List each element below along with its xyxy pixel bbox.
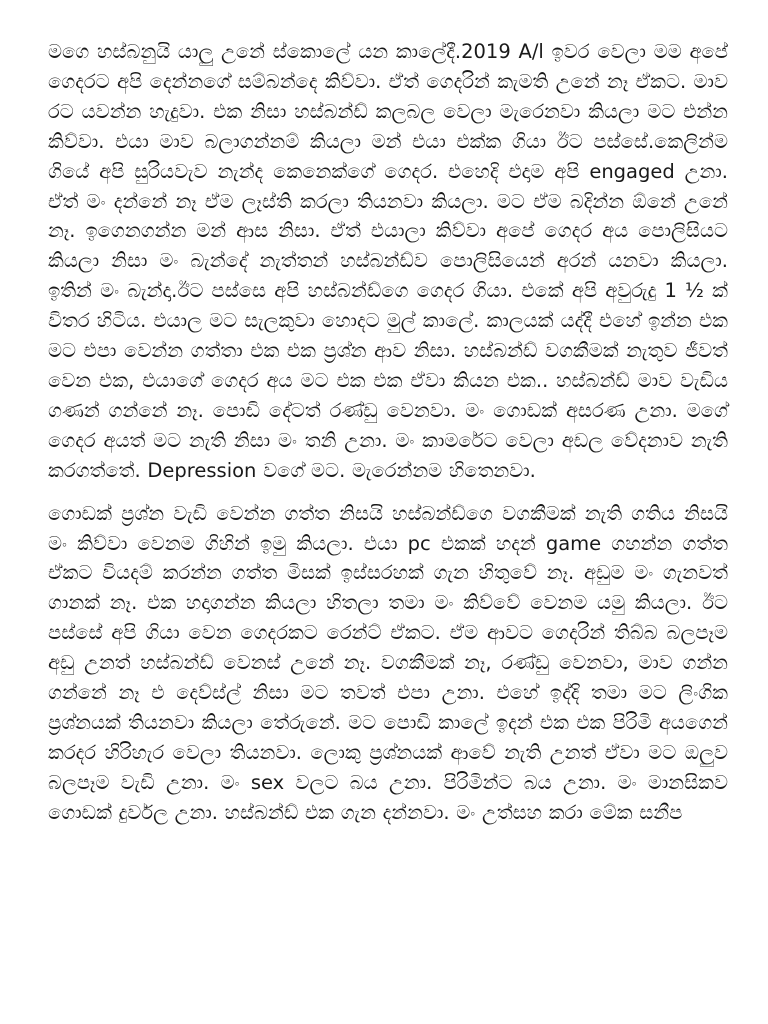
paragraph-2: ගොඩක් ප්‍රශ්න වැඩි වෙන්න ගත්ත නිසයි හස්බන්ඩ්ගෙ වගකීමක් නැති ගතිය නිසයි මං කිව්වා වෙනම ගිහින් ඉමු කියලා. එයා pc එකක් හදන් game ගහන්න ගත්ත ඒකට වියදම් කරන්න ගත්ත මිසක් ඉස්සරහක් ගැන හිතුවේ නෑ. අඩුම මං ගැනවත් ගානක් නෑ. එක හදාගන්න කියලා හිතලා තමා මං කිව්වේ වෙනම යමු කියලා. ඊට පස්සේ අපි ගියා වෙන ගෙදරකට රෙන්ට් ඒකට. ඒම ආවට ගෙදරින් තිබ්බ බලපෑම අඩු උනත් හස්බන්ඩ් වෙනස් උනේ නෑ. වගකීමක් නෑ, රණ්ඩු වෙනවා, මාව ගන්න ගන්නේ නෑ එ දෙව්ස්ල් නිසා මට තවත් එපා උනා. එහේ ඉද්දි තමා මට ලිංගික ප්‍රශ්නයක් තියනවා කියලා තේරුනේ. මට පොඩි කාලේ ඉදන් එක එක පිරිමි අයගෙන් කරදර හිරිහැර වෙලා තියනවා. ලොකු ප්‍රශ්නයක් ආවේ නැති උනත් ඒවා මට ඔලුව බලපෑම වැඩි උනා. මං sex වලට බය උනා. පිරිමින්ට බය උනා. මං මානසිකව ගොඩක් දුර්වල උනා. හස්බන්ඩ් එක ගැන දන්නවා. මං උත්සහ කරා මේක සනීප [48,501,728,824]
paragraph-1: මගෙ හස්බනුයි යාලු උනේ ස්කොලේ යන කාලේදී.2019 A/l ඉවර වෙලා මම අපේ ගෙදරට අපි දෙන්නගේ සම්බන්දෙ කිව්වා. ඒත් ගෙදරින් කැමති උනේ නෑ ඒකට. මාව රට යවන්න හැදුවා. එක නිසා හස්බන්ඩ් කලබල වෙලා මැරෙනවා කියලා මට එන්න කිව්වා. එයා මාව බලාගන්නම් කියලා මන් එයා එක්ක ගියා ඊට පස්සේ.කෙලින්ම ගියේ අපි සුරියවැව නැන්ද කෙනෙක්ගේ ගෙදර. එහෙදි එදාම අපි engaged උනා. ඒත් මං දන්නේ නෑ ඒම ලෑස්ති කරලා තියනවා කියලා. මට ඒම බදින්න ඕනේ උනේ නෑ. ඉගෙනගන්න මන් ආස නිසා. ඒත් එයාලා කිව්වා අපේ ගෙදර අය පොලිසියට කියලා නිසා මං බැන්දේ නැත්තන් හස්බන්ඩ්ව පොලිසියෙන් අරන් යනවා කියලා. ඉතින් මං බැන්දා.ඊට පස්සෙ අපි හස්බන්ඩ්ගෙ ගෙදර ගියා. එකේ අපි අවුරුදු 1 ½ ක් විතර හිටිය. එයාල මට සැලකුවා හොදට මුල් කාලේ. කාලයක් යද්දී එහේ ඉන්න එක මට එපා වෙන්න ගත්තා එක එක ප්‍රශ්න ආව නිසා. හස්බන්ඩ් වගකීමක් නැතුව ජීවත් වෙන එක, එයාගේ ගෙදර අය මට එක එක ඒවා කියන එක.. හස්බන්ඩ් මාව වැඩිය ගණන් ගන්නේ නෑ. පොඩි දේටත් රණ්ඩු වෙනවා. මං ගොඩක් අසරණ උනා. මගේ ගෙදර අයත් මට නැති නිසා මං තනි උනා. මං කාමරේට වෙලා අඩල වේදනාව නැති කරගත්තේ. Depression වගේ මට. මැරෙන්නම හිතෙනවා. [48,40,728,482]
